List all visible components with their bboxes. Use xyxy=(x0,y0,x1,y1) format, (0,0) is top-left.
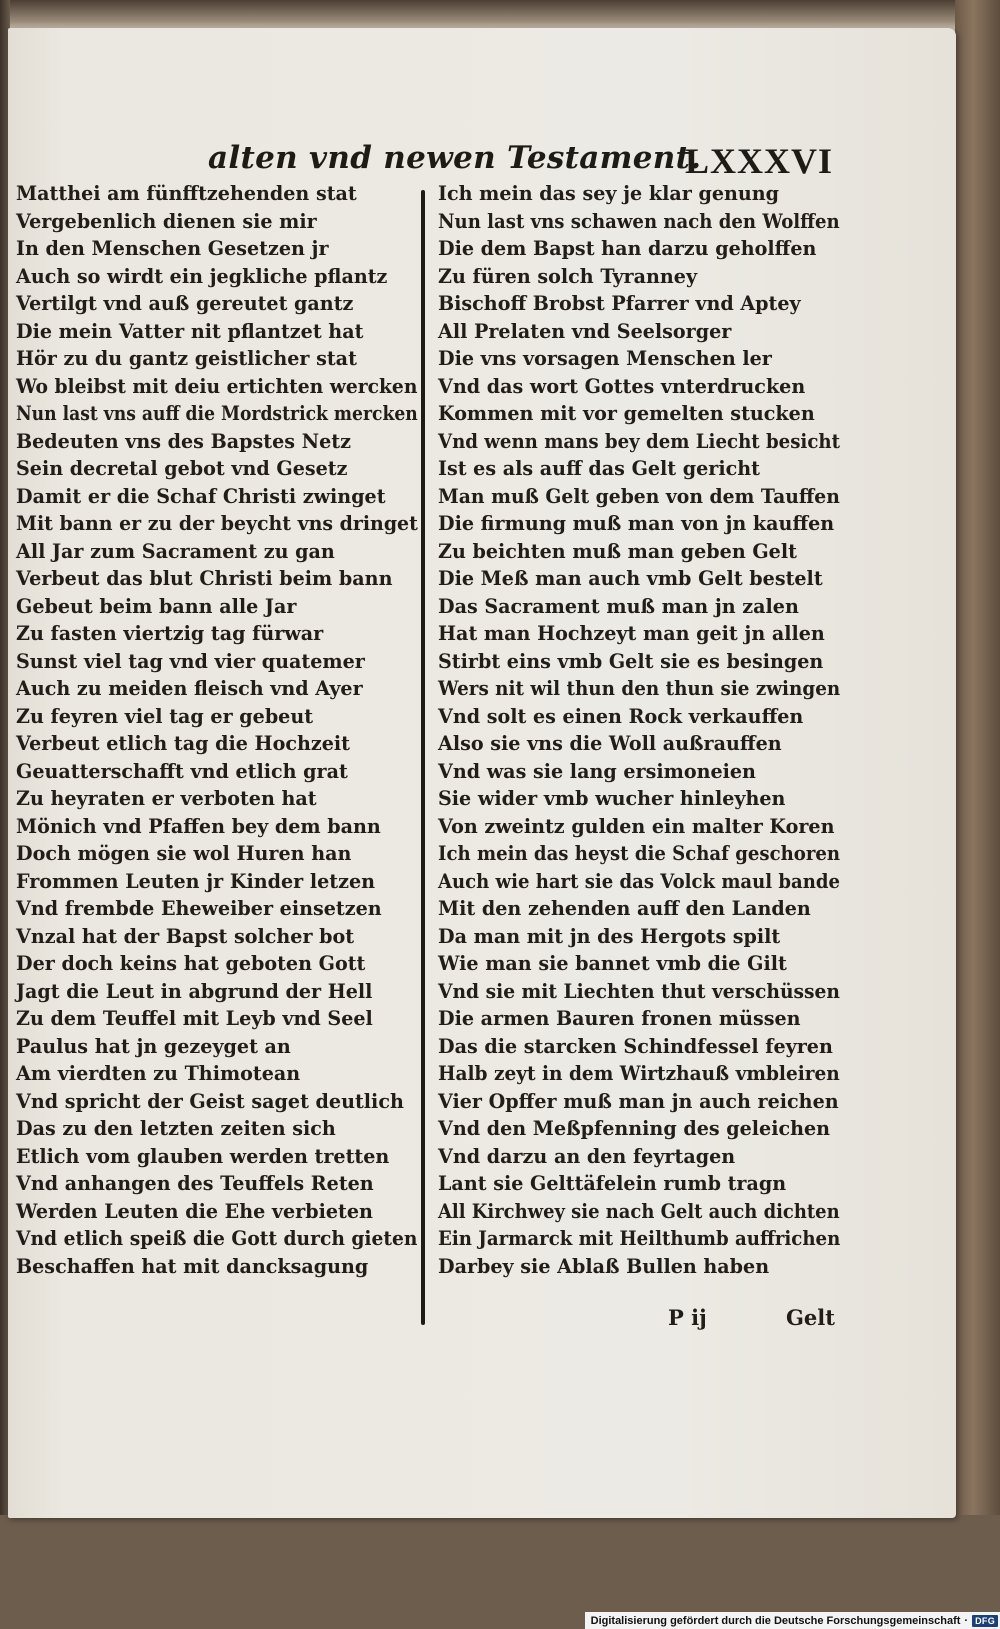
left-verse-line: Verbeut das blut Christi beim bann xyxy=(16,567,393,590)
right-verse-line: Lant sie Gelttäfelein rumb tragn xyxy=(438,1172,787,1195)
right-verse-line: Wers nit wil thun den thun sie zwingen xyxy=(438,677,841,700)
left-verse-line: Auch zu meiden fleisch vnd Ayer xyxy=(16,677,363,700)
left-verse-line: Der doch keins hat geboten Gott xyxy=(16,952,366,975)
left-verse-line: Zu heyraten er verboten hat xyxy=(16,787,317,810)
right-verse-line: Die firmung muß man von jn kauffen xyxy=(438,512,835,535)
left-verse-line: Vergebenlich dienen sie mir xyxy=(16,209,317,233)
right-verse-line: Stirbt eins vmb Gelt sie es besingen xyxy=(438,649,824,673)
right-verse-line: Ein Jarmarck mit Heilthumb auffrichen xyxy=(438,1227,841,1250)
right-verse-line: Mit den zehenden auff den Landen xyxy=(438,897,811,920)
right-verse-line: Vnd was sie lang ersimoneien xyxy=(438,759,756,783)
left-verse-line: Zu feyren viel tag er gebeut xyxy=(16,704,314,728)
right-verse-line: Vnd sie mit Liechten thut verschüssen xyxy=(438,979,840,1003)
right-verse-line: Vnd darzu an den feyrtagen xyxy=(438,1144,736,1168)
left-verse-line: Vnzal hat der Bapst solcher bot xyxy=(16,924,355,948)
left-verse-line: Zu dem Teuffel mit Leyb vnd Seel xyxy=(16,1007,373,1030)
right-verse-line: Vnd das wort Gottes vnterdrucken xyxy=(438,374,806,398)
right-verse-line: Ist es als auff das Gelt gericht xyxy=(438,457,761,480)
right-verse-line: Wie man sie bannet vmb die Gilt xyxy=(438,952,787,975)
left-verse-line: Mit bann er zu der beycht vns dringet xyxy=(16,512,418,535)
right-verse-line: Halb zeyt in dem Wirtzhauß vmbleiren xyxy=(438,1062,840,1085)
left-verse-line: Nun last vns auff die Mordstrick mercken xyxy=(16,402,418,425)
right-verse-line: Vier Opffer muß man jn auch reichen xyxy=(438,1089,839,1113)
right-verse-line: Zu beichten muß man geben Gelt xyxy=(438,539,797,563)
left-verse-line: Vnd anhangen des Teuffels Reten xyxy=(16,1172,374,1195)
left-verse-line: In den Menschen Gesetzen jr xyxy=(16,237,329,260)
left-verse-line: Am vierdten zu Thimotean xyxy=(16,1062,301,1085)
left-verse-line: Vnd frembde Eheweiber einsetzen xyxy=(16,897,382,920)
right-verse-line: Kommen mit vor gemelten stucken xyxy=(438,402,815,425)
left-verse-line: Vertilgt vnd auß gereutet gantz xyxy=(16,292,354,315)
right-verse-line: Also sie vns die Woll außrauffen xyxy=(438,732,782,755)
left-verse-line: Gebeut beim bann alle Jar xyxy=(16,594,297,618)
left-verse-line: Bedeuten vns des Bapstes Netz xyxy=(16,429,351,453)
right-verse-line: Die Meß man auch vmb Gelt bestelt xyxy=(438,567,823,590)
left-column xyxy=(16,180,426,1280)
right-verse-line: Die vns vorsagen Menschen ler xyxy=(438,347,772,370)
running-title: alten vnd newen Testament. xyxy=(208,140,702,176)
left-verse-line: Sunst viel tag vnd vier quatemer xyxy=(16,649,365,673)
left-verse-line: Beschaffen hat mit dancksagung xyxy=(16,1254,369,1278)
right-verse-line: Das die starcken Schindfessel feyren xyxy=(438,1034,833,1058)
right-verse-line: Sie wider vmb wucher hinleyhen xyxy=(438,787,786,810)
left-verse-line: Etlich vom glauben werden tretten xyxy=(16,1144,390,1168)
left-verse-line: Werden Leuten die Ehe verbieten xyxy=(16,1199,373,1223)
left-verse-line: Wo bleibst mit deiu ertichten wercken xyxy=(16,374,418,398)
left-verse-line: Geuatterschafft vnd etlich grat xyxy=(16,759,348,783)
right-verse-line: All Kirchwey sie nach Gelt auch dichten xyxy=(438,1199,840,1223)
right-verse-line: All Prelaten vnd Seelsorger xyxy=(438,319,732,343)
right-verse-line: Darbey sie Ablaß Bullen haben xyxy=(438,1254,770,1278)
left-verse-line: Jagt die Leut in abgrund der Hell xyxy=(16,979,373,1003)
catchword: Gelt xyxy=(786,1305,835,1330)
right-verse-line: Auch wie hart sie das Volck maul bande xyxy=(438,869,840,893)
left-verse-line: Matthei am fünfftzehenden stat xyxy=(16,182,357,205)
left-verse-line: Zu fasten viertzig tag fürwar xyxy=(16,622,324,645)
right-verse-line: Von zweintz gulden ein malter Koren xyxy=(438,814,835,838)
right-verse-line: Ich mein das heyst die Schaf geschoren xyxy=(438,842,841,865)
credit-text: Digitalisierung gefördert durch die Deutsche Forschungsgemeinschaft xyxy=(590,1614,961,1627)
right-column xyxy=(438,180,848,1280)
right-verse-line: Man muß Gelt geben von dem Tauffen xyxy=(438,484,840,508)
left-verse-line: Mönich vnd Pfaffen bey dem bann xyxy=(16,814,381,838)
right-verse-line: Bischoff Brobst Pfarrer vnd Aptey xyxy=(438,292,801,315)
right-verse-line: Da man mit jn des Hergots spilt xyxy=(438,924,781,948)
left-verse-line: Doch mögen sie wol Huren han xyxy=(16,842,352,865)
left-verse-line: Verbeut etlich tag die Hochzeit xyxy=(16,732,350,755)
dfg-logo: DFG xyxy=(972,1615,998,1627)
left-verse-line: Das zu den letzten zeiten sich xyxy=(16,1117,336,1140)
right-verse-line: Vnd solt es einen Rock verkauffen xyxy=(438,704,804,728)
right-verse-line: Die dem Bapst han darzu geholffen xyxy=(438,237,817,260)
left-verse-line: Auch so wirdt ein jegkliche pflantz xyxy=(16,264,388,288)
left-verse-line: Damit er die Schaf Christi zwinget xyxy=(16,484,386,508)
left-verse-line: Frommen Leuten jr Kinder letzen xyxy=(16,869,376,893)
left-verse-line: Vnd etlich speiß die Gott durch gieten xyxy=(16,1227,418,1250)
page-footer xyxy=(0,1305,1000,1335)
left-verse-line: Paulus hat jn gezeyget an xyxy=(16,1034,291,1058)
right-verse-line: Die armen Bauren fronen müssen xyxy=(438,1007,801,1030)
right-verse-line: Hat man Hochzeyt man geit jn allen xyxy=(438,622,825,645)
left-verse-line: Die mein Vatter nit pflantzet hat xyxy=(16,319,364,343)
right-verse-line: Vnd den Meßpfenning des geleichen xyxy=(438,1117,831,1140)
signature-mark: P ij xyxy=(668,1305,707,1330)
left-verse-line: Hör zu du gantz geistlicher stat xyxy=(16,347,357,370)
right-verse-line: Ich mein das sey je klar genung xyxy=(438,182,780,205)
right-verse-line: Zu füren solch Tyranney xyxy=(438,264,698,288)
right-verse-line: Vnd wenn mans bey dem Liecht besicht xyxy=(438,429,840,453)
left-verse-line: All Jar zum Sacrament zu gan xyxy=(16,539,335,563)
left-verse-line: Vnd spricht der Geist saget deutlich xyxy=(16,1089,404,1113)
right-verse-line: Das Sacrament muß man jn zalen xyxy=(438,594,799,618)
digitization-credit: Digitalisierung gefördert durch die Deutsche Forschungsgemeinschaft · DFG xyxy=(585,1612,1000,1629)
right-verse-line: Nun last vns schawen nach den Wolffen xyxy=(438,209,840,233)
book-edge-right xyxy=(955,0,1000,1629)
left-verse-line: Sein decretal gebot vnd Gesetz xyxy=(16,457,348,480)
folio-number: LXXXVI xyxy=(685,141,834,181)
